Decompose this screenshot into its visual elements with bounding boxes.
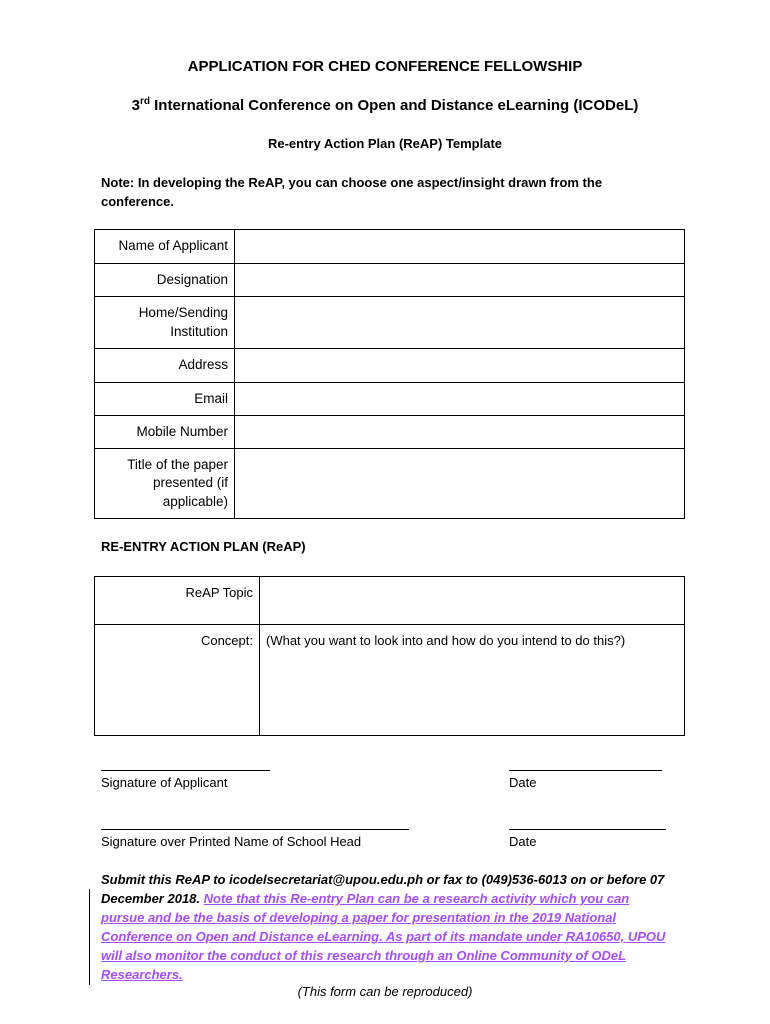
designation-field[interactable] [235,264,685,297]
reproduction-note: (This form can be reproduced) [297,984,473,999]
concept-field[interactable] [260,625,685,736]
table-row [95,577,685,625]
page-title: APPLICATION FOR CHED CONFERENCE FELLOWSHIP [187,58,583,75]
date-label-2: Date [509,834,537,849]
table-row [95,264,685,297]
table-row [95,625,685,736]
field-label-institution: Home/Sending Institution [95,297,235,349]
table-row [95,449,685,519]
field-label-paper-title: Title of the paper presented (if applicable) [95,449,235,519]
date-line-2[interactable] [509,829,666,830]
date-line-1[interactable] [509,770,662,771]
field-label-name: Name of Applicant [95,230,235,264]
conference-name: International Conference on Open and Distance eLearning (ICODeL) [149,97,639,114]
table-row [95,297,685,349]
date-label-1: Date [509,775,537,790]
applicant-info-table [94,229,685,519]
conference-title [0,96,770,114]
reap-topic-label: ReAP Topic [95,577,260,625]
name-field[interactable] [235,230,685,264]
email-field[interactable] [235,383,685,416]
field-label-designation: Designation [95,264,235,297]
submission-instructions [101,870,666,984]
instruction-note: Note: In developing the ReAP, you can choose one aspect/insight drawn from the conference. [101,175,603,209]
applicant-signature-line[interactable] [101,770,270,771]
field-label-mobile: Mobile Number [95,416,235,449]
submission-text: Submit this ReAP to icodelsecretariat@upou.edu.ph or fax to (049)536-6013 on or before 07 December 2018. [101,872,665,906]
template-title: Re-entry Action Plan (ReAP) Template [267,136,503,151]
applicant-signature-label: Signature of Applicant [101,775,228,790]
reap-table [94,576,685,736]
reap-section-title: RE-ENTRY ACTION PLAN (ReAP) [101,539,306,554]
concept-hint: (What you want to look into and how do you intend to do this?) [266,633,626,648]
address-field[interactable] [235,349,685,383]
field-label-email: Email [95,383,235,416]
table-row [95,230,685,264]
field-label-address: Address [95,349,235,383]
school-head-signature-label: Signature over Printed Name of School Head [101,834,362,849]
concept-label: Concept: [95,625,260,736]
conference-ordinal: 3 [131,97,140,114]
school-head-signature-line[interactable] [101,829,409,830]
paper-title-field[interactable] [235,449,685,519]
research-note: Note that this Re-entry Plan can be a research activity which you can pursue and be the basis of developing a paper for presentation in the 2019 National Conference on Open and Distance eLearning. As part of its mandate under RA10650, UPOU will also monitor the conduct of this research through an Online Community of ODeL Researchers. [101,891,666,982]
table-row [95,416,685,449]
institution-field[interactable] [235,297,685,349]
table-row [95,383,685,416]
reap-topic-field[interactable] [260,577,685,625]
conference-ordinal-suffix: rd [139,96,150,107]
table-row [95,349,685,383]
change-bar [89,889,90,985]
mobile-field[interactable] [235,416,685,449]
